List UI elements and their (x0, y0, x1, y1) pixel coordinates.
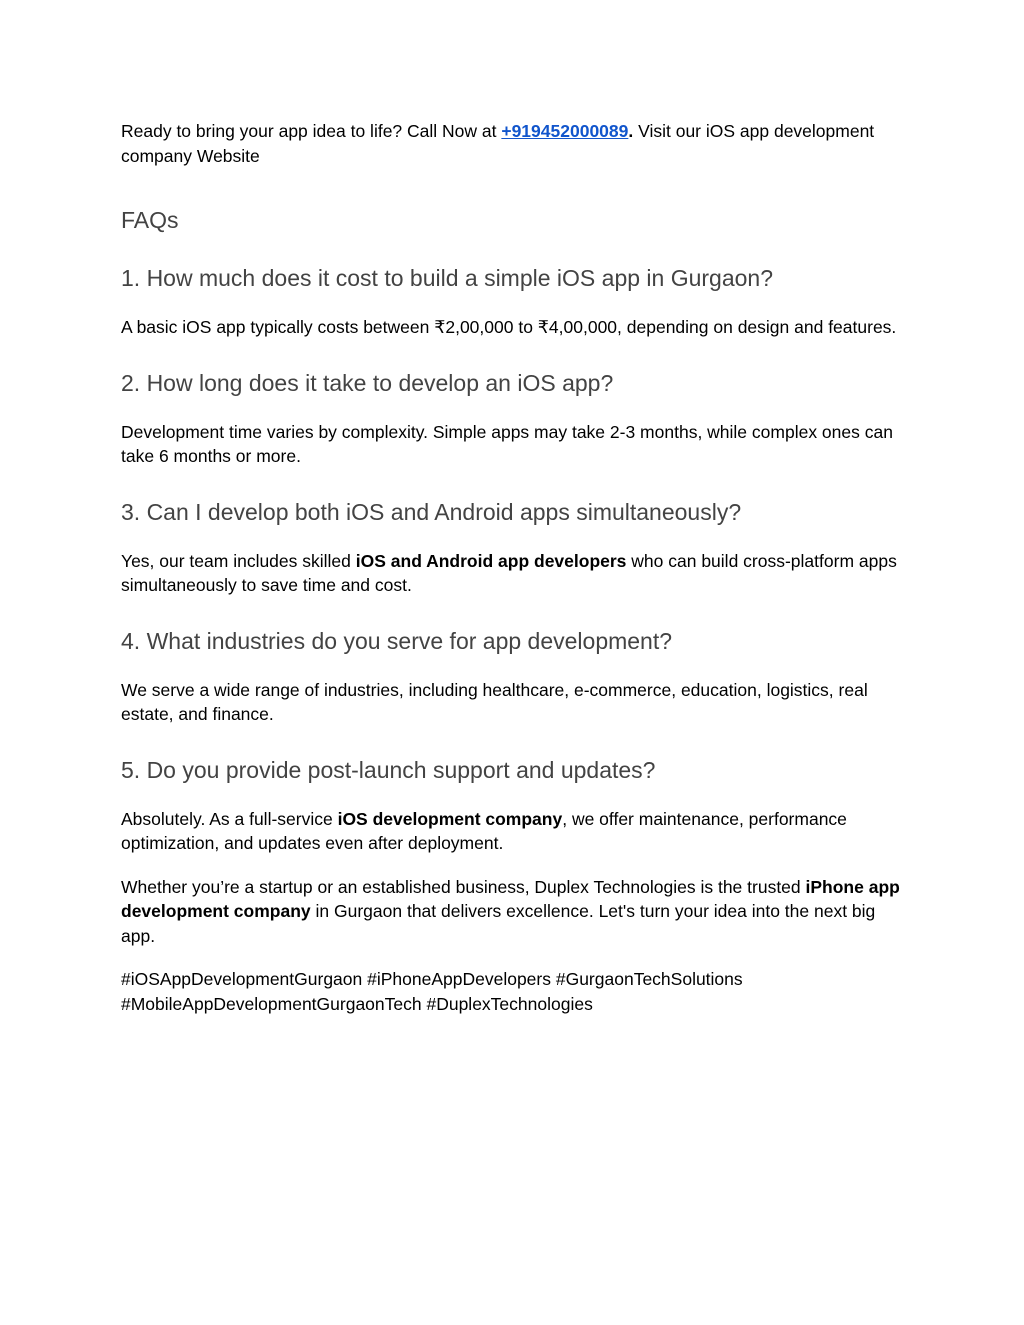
closing-paragraph (121, 875, 911, 949)
faq-answer-3 (121, 549, 911, 598)
intro-period: . (628, 121, 634, 141)
faq-answer-2: Development time varies by complexity. Simple apps may take 2-3 months, while complex ones can take 6 months or more. (121, 421, 893, 466)
faq-answer-5 (121, 807, 911, 856)
hashtags-line-1: #iOSAppDevelopmentGurgaon #iPhoneAppDevelopers #GurgaonTechSolutions (121, 969, 743, 989)
intro-text-before: Ready to bring your app idea to life? Call Now at (121, 121, 502, 141)
faq-heading: FAQs (121, 207, 179, 233)
faq-question-3: 3. Can I develop both iOS and Android apps simultaneously? (121, 498, 742, 525)
faq-answer-3-before: Yes, our team includes skilled (121, 550, 356, 571)
faq-answer-5-bold: iOS development company (337, 808, 563, 829)
intro-paragraph (121, 119, 911, 168)
document-content (121, 119, 911, 1016)
faq-answer-4: We serve a wide range of industries, including healthcare, e-commerce, education, logistics, real estate, and finance. (121, 679, 868, 724)
hashtags-paragraph (121, 967, 911, 1016)
faq-answer-1: A basic iOS app typically costs between ₹2,00,000 to ₹4,00,000, depending on design and features. (121, 317, 897, 337)
faq-answer-5-after: , we offer maintenance, performance optimization, and updates even after deployment. (121, 808, 847, 853)
faq-question-4: 4. What industries do you serve for app development? (121, 627, 673, 654)
faq-question-1: 1. How much does it cost to build a simple iOS app in Gurgaon? (121, 265, 774, 291)
faq-question-5: 5. Do you provide post-launch support and updates? (121, 756, 656, 783)
hashtags-line-2: #MobileAppDevelopmentGurgaonTech #DuplexTechnologies (121, 993, 593, 1014)
closing-text-after: in Gurgaon that delivers excellence. Let's turn your idea into the next big app. (121, 901, 876, 946)
phone-link[interactable]: +919452000089 (501, 121, 629, 141)
intro-text-after: Visit our iOS app development company Website (121, 121, 875, 166)
faq-answer-5-before: Absolutely. As a full-service (121, 808, 338, 829)
faq-answer-3-bold: iOS and Android app developers (355, 550, 627, 571)
closing-text-before: Whether you’re a startup or an established business, Duplex Technologies is the trusted (121, 876, 806, 897)
faq-question-2: 2. How long does it take to develop an iOS app? (121, 369, 614, 396)
closing-bold: iPhone app development company (121, 876, 900, 921)
faq-answer-3-after: who can build cross-platform apps simultaneously to save time and cost. (121, 550, 897, 595)
